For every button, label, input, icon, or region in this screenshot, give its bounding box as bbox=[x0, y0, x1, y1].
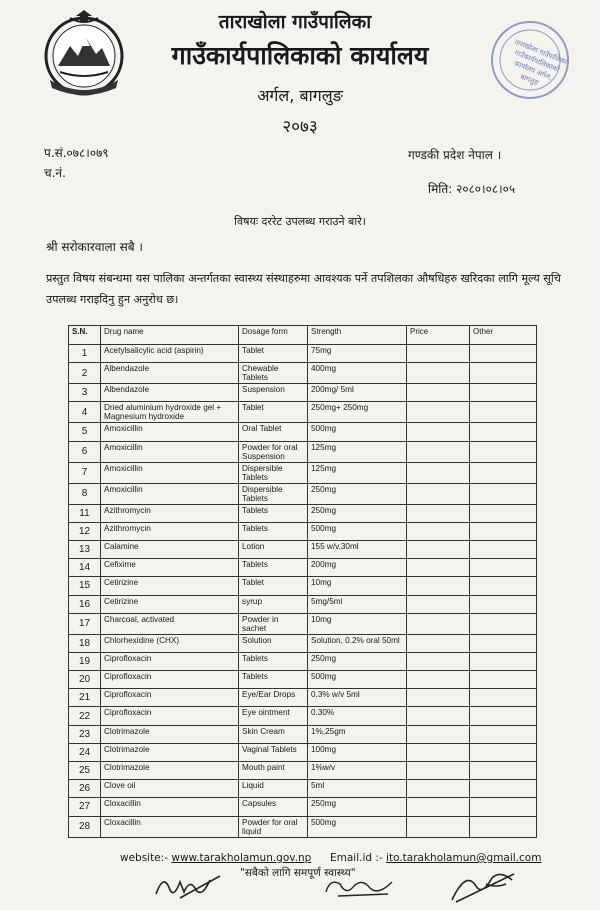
cell-other bbox=[470, 363, 537, 384]
cell-price bbox=[407, 798, 470, 816]
cell-price bbox=[407, 441, 470, 462]
table-row bbox=[69, 725, 537, 743]
cell-price bbox=[407, 780, 470, 798]
cell-drug-name: Amoxicillin bbox=[101, 423, 239, 441]
cell-sn: 4 bbox=[69, 402, 101, 423]
cell-drug-name: Azithromycin bbox=[101, 504, 239, 522]
cell-dosage-form: Capsules bbox=[239, 798, 308, 816]
cell-other bbox=[470, 743, 537, 761]
cell-dosage-form: Tablets bbox=[239, 559, 308, 577]
cell-other bbox=[470, 652, 537, 670]
table-row bbox=[69, 559, 537, 577]
cell-strength: 10mg bbox=[308, 613, 407, 634]
cell-drug-name: Amoxicillin bbox=[101, 462, 239, 483]
cell-strength: 10mg bbox=[308, 577, 407, 595]
cell-strength: 200mg bbox=[308, 559, 407, 577]
cell-dosage-form: Liquid bbox=[239, 780, 308, 798]
cell-drug-name: Cloxacillin bbox=[101, 798, 239, 816]
cell-sn: 23 bbox=[69, 725, 101, 743]
table-header-row bbox=[69, 326, 537, 345]
cell-sn: 3 bbox=[69, 384, 101, 402]
cell-strength: 250mg bbox=[308, 483, 407, 504]
cell-price bbox=[407, 707, 470, 725]
cell-dosage-form: Powder for oral liquid bbox=[239, 816, 308, 837]
salutation: श्री सरोकारवाला सबै । bbox=[46, 240, 143, 254]
cell-drug-name: Ciprofloxacin bbox=[101, 671, 239, 689]
cell-dosage-form: Vaginal Tablets bbox=[239, 743, 308, 761]
cell-dosage-form: Eye ointment bbox=[239, 707, 308, 725]
cell-dosage-form: Eye/Ear Drops bbox=[239, 689, 308, 707]
cell-price bbox=[407, 504, 470, 522]
cell-sn: 18 bbox=[69, 634, 101, 652]
table-row bbox=[69, 402, 537, 423]
cell-drug-name: Azithromycin bbox=[101, 522, 239, 540]
letter-date: मिति: २०८०।०८।०५ bbox=[428, 182, 516, 196]
cell-other bbox=[470, 725, 537, 743]
table-row bbox=[69, 652, 537, 670]
table-row bbox=[69, 504, 537, 522]
cell-drug-name: Amoxicillin bbox=[101, 483, 239, 504]
cell-drug-name: Cetirizine bbox=[101, 595, 239, 613]
cell-strength: 125mg bbox=[308, 441, 407, 462]
province-label: गण्डकी प्रदेश नेपाल । bbox=[408, 148, 502, 162]
cell-strength: 5mg/5ml bbox=[308, 595, 407, 613]
table-row bbox=[69, 363, 537, 384]
cell-dosage-form: Tablet bbox=[239, 345, 308, 363]
email-line bbox=[330, 852, 541, 864]
cell-sn: 16 bbox=[69, 595, 101, 613]
cell-dosage-form: Tablets bbox=[239, 671, 308, 689]
drug-list-table bbox=[68, 325, 537, 838]
table-row bbox=[69, 483, 537, 504]
nepal-emblem-logo bbox=[40, 10, 128, 98]
cell-strength: 250mg bbox=[308, 798, 407, 816]
cell-dosage-form: Mouth paint bbox=[239, 762, 308, 780]
cell-other bbox=[470, 671, 537, 689]
header-strength: Strength bbox=[308, 326, 407, 345]
table-row bbox=[69, 345, 537, 363]
cell-price bbox=[407, 689, 470, 707]
cell-strength: 0.30% bbox=[308, 707, 407, 725]
table-row bbox=[69, 798, 537, 816]
cell-dosage-form: Chewable Tablets bbox=[239, 363, 308, 384]
cell-other bbox=[470, 402, 537, 423]
established-year: २०७३ bbox=[282, 117, 318, 137]
cell-price bbox=[407, 762, 470, 780]
table-row bbox=[69, 540, 537, 558]
cell-sn: 17 bbox=[69, 613, 101, 634]
cell-strength: 0.3% w/v 5ml bbox=[308, 689, 407, 707]
cell-price bbox=[407, 595, 470, 613]
cell-sn: 27 bbox=[69, 798, 101, 816]
cell-other bbox=[470, 595, 537, 613]
cell-other bbox=[470, 613, 537, 634]
cell-price bbox=[407, 540, 470, 558]
cell-price bbox=[407, 483, 470, 504]
office-name: गाउँकार्यपालिकाको कार्यालय bbox=[171, 41, 429, 70]
email-link[interactable]: ito.tarakholamun@gmail.com bbox=[386, 852, 542, 864]
cell-dosage-form: Powder for oral Suspension bbox=[239, 441, 308, 462]
header-price: Price bbox=[407, 326, 470, 345]
cell-price bbox=[407, 363, 470, 384]
table-row bbox=[69, 462, 537, 483]
cell-sn: 5 bbox=[69, 423, 101, 441]
cell-drug-name: Cloxacillin bbox=[101, 816, 239, 837]
cell-strength: 5ml bbox=[308, 780, 407, 798]
table-row bbox=[69, 762, 537, 780]
cell-price bbox=[407, 522, 470, 540]
cell-other bbox=[470, 762, 537, 780]
table-row bbox=[69, 707, 537, 725]
cell-drug-name: Ciprofloxacin bbox=[101, 707, 239, 725]
cell-dosage-form: syrup bbox=[239, 595, 308, 613]
cell-other bbox=[470, 577, 537, 595]
cell-dosage-form: Tablets bbox=[239, 522, 308, 540]
cell-strength: 250mg+ 250mg bbox=[308, 402, 407, 423]
cell-price bbox=[407, 402, 470, 423]
municipality-name: ताराखोला गाउँपालिका bbox=[218, 11, 372, 33]
drug-rows bbox=[69, 345, 537, 838]
table-row bbox=[69, 423, 537, 441]
cell-drug-name: Albendazole bbox=[101, 363, 239, 384]
cell-price bbox=[407, 634, 470, 652]
cell-strength: 155 w/v,30ml bbox=[308, 540, 407, 558]
cell-other bbox=[470, 780, 537, 798]
cell-strength: 75mg bbox=[308, 345, 407, 363]
cell-drug-name: Clotrimazole bbox=[101, 762, 239, 780]
email-label: Email.id :- bbox=[330, 852, 383, 864]
table-row bbox=[69, 689, 537, 707]
cell-drug-name: Calamine bbox=[101, 540, 239, 558]
table-row bbox=[69, 522, 537, 540]
cell-sn: 19 bbox=[69, 652, 101, 670]
cell-strength: 250mg bbox=[308, 504, 407, 522]
signature-3 bbox=[446, 866, 522, 906]
cell-sn: 13 bbox=[69, 540, 101, 558]
cell-other bbox=[470, 504, 537, 522]
cell-price bbox=[407, 613, 470, 634]
letter-subject: विषयः दररेट उपलब्ध गराउने बारे। bbox=[234, 215, 366, 228]
cell-sn: 7 bbox=[69, 462, 101, 483]
cell-other bbox=[470, 707, 537, 725]
cell-price bbox=[407, 559, 470, 577]
cell-drug-name: Amoxicillin bbox=[101, 441, 239, 462]
cell-sn: 15 bbox=[69, 577, 101, 595]
cell-price bbox=[407, 816, 470, 837]
cell-sn: 12 bbox=[69, 522, 101, 540]
cell-strength: 125mg bbox=[308, 462, 407, 483]
cell-other bbox=[470, 816, 537, 837]
footer-slogan: "सबैको लागि समपूर्ण स्वास्थ्य" bbox=[240, 867, 356, 879]
cell-strength: 100mg bbox=[308, 743, 407, 761]
cell-other bbox=[470, 689, 537, 707]
cell-sn: 2 bbox=[69, 363, 101, 384]
header-dosage-form: Dosage form bbox=[239, 326, 308, 345]
cell-sn: 25 bbox=[69, 762, 101, 780]
cell-drug-name: Clove oil bbox=[101, 780, 239, 798]
cell-dosage-form: Dispersible Tablets bbox=[239, 462, 308, 483]
cell-dosage-form: Tablet bbox=[239, 402, 308, 423]
cell-dosage-form: Oral Tablet bbox=[239, 423, 308, 441]
cell-strength: 400mg bbox=[308, 363, 407, 384]
cell-drug-name: Clotrimazole bbox=[101, 743, 239, 761]
cell-sn: 21 bbox=[69, 689, 101, 707]
cell-other bbox=[470, 423, 537, 441]
signature-1 bbox=[150, 868, 230, 904]
header-sn: S.N. bbox=[69, 326, 101, 345]
reference-number: प.सं.०७८।०७९ bbox=[44, 146, 109, 160]
cell-strength: 1%w/v bbox=[308, 762, 407, 780]
cell-drug-name: Ciprofloxacin bbox=[101, 689, 239, 707]
cell-strength: 200mg/ 5ml bbox=[308, 384, 407, 402]
cell-drug-name: Cetirizine bbox=[101, 577, 239, 595]
office-stamp-text: ताराखोला गाउँपालिका गाउँकार्यपालिकाको कार्यालय अर्गल, बागलुङ bbox=[512, 37, 569, 88]
cell-price bbox=[407, 423, 470, 441]
cell-price bbox=[407, 652, 470, 670]
cell-other bbox=[470, 345, 537, 363]
cell-other bbox=[470, 798, 537, 816]
cell-strength: 500mg bbox=[308, 671, 407, 689]
cell-sn: 11 bbox=[69, 504, 101, 522]
cell-dosage-form: Tablets bbox=[239, 504, 308, 522]
website-label: website:- bbox=[120, 852, 169, 864]
office-address: अर्गल, बागलुङ bbox=[257, 86, 343, 105]
cell-drug-name: Ciprofloxacin bbox=[101, 652, 239, 670]
cell-drug-name: Dried aluminium hydroxide gel + Magnesium hydroxide bbox=[101, 402, 239, 423]
cell-price bbox=[407, 345, 470, 363]
cell-other bbox=[470, 559, 537, 577]
cell-strength: 250mg bbox=[308, 652, 407, 670]
header-drug-name: Drug name bbox=[101, 326, 239, 345]
cell-sn: 14 bbox=[69, 559, 101, 577]
cell-other bbox=[470, 384, 537, 402]
cell-other bbox=[470, 634, 537, 652]
cell-strength: 1%,25gm bbox=[308, 725, 407, 743]
cell-strength: 500mg bbox=[308, 423, 407, 441]
cell-other bbox=[470, 441, 537, 462]
cell-dosage-form: Dispersible Tablets bbox=[239, 483, 308, 504]
cell-dosage-form: Skin Cream bbox=[239, 725, 308, 743]
table-row bbox=[69, 577, 537, 595]
cell-drug-name: Acetylsalicylic acid (aspirin) bbox=[101, 345, 239, 363]
cell-strength: 500mg bbox=[308, 816, 407, 837]
cell-drug-name: Albendazole bbox=[101, 384, 239, 402]
cell-drug-name: Charcoal, activated bbox=[101, 613, 239, 634]
cell-sn: 8 bbox=[69, 483, 101, 504]
letter-body: प्रस्तुत विषय संबन्धमा यस पालिका अन्तर्गतका स्वास्थ्य संस्थाहरुमा आवश्यक पर्ने तपशिलका औषधिहरु खरिदका लागि मूल्य सूचि उपलब्ध गराइदिनु हुन अनुरोध छ। bbox=[46, 272, 561, 306]
cell-sn: 24 bbox=[69, 743, 101, 761]
cell-dosage-form: Powder in sachet bbox=[239, 613, 308, 634]
cell-price bbox=[407, 743, 470, 761]
cell-drug-name: Clotrimazole bbox=[101, 725, 239, 743]
cell-dosage-form: Solution bbox=[239, 634, 308, 652]
cell-sn: 28 bbox=[69, 816, 101, 837]
cell-drug-name: Cefixime bbox=[101, 559, 239, 577]
cell-sn: 22 bbox=[69, 707, 101, 725]
cell-strength: Solution, 0.2% oral 50ml bbox=[308, 634, 407, 652]
cell-other bbox=[470, 483, 537, 504]
cell-other bbox=[470, 462, 537, 483]
cell-price bbox=[407, 462, 470, 483]
table-row bbox=[69, 384, 537, 402]
table-row bbox=[69, 441, 537, 462]
cell-price bbox=[407, 725, 470, 743]
cell-sn: 1 bbox=[69, 345, 101, 363]
table-row bbox=[69, 613, 537, 634]
cell-price bbox=[407, 384, 470, 402]
cell-dosage-form: Suspension bbox=[239, 384, 308, 402]
cell-price bbox=[407, 671, 470, 689]
dispatch-number: च.नं. bbox=[44, 166, 66, 180]
cell-other bbox=[470, 522, 537, 540]
table-row bbox=[69, 743, 537, 761]
cell-drug-name: Chlorhexidine (CHX) bbox=[101, 634, 239, 652]
table-row bbox=[69, 634, 537, 652]
signature-2 bbox=[318, 872, 400, 902]
cell-price bbox=[407, 577, 470, 595]
table-row bbox=[69, 816, 537, 837]
table-row bbox=[69, 595, 537, 613]
cell-dosage-form: Tablets bbox=[239, 652, 308, 670]
cell-strength: 500mg bbox=[308, 522, 407, 540]
table-row bbox=[69, 671, 537, 689]
cell-other bbox=[470, 540, 537, 558]
cell-sn: 6 bbox=[69, 441, 101, 462]
website-link[interactable]: www.tarakholamun.gov.np bbox=[171, 852, 312, 864]
table-row bbox=[69, 780, 537, 798]
cell-dosage-form: Lotion bbox=[239, 540, 308, 558]
cell-sn: 20 bbox=[69, 671, 101, 689]
header-other: Other bbox=[470, 326, 537, 345]
cell-dosage-form: Tablet bbox=[239, 577, 308, 595]
cell-sn: 26 bbox=[69, 780, 101, 798]
website-line bbox=[120, 852, 311, 864]
